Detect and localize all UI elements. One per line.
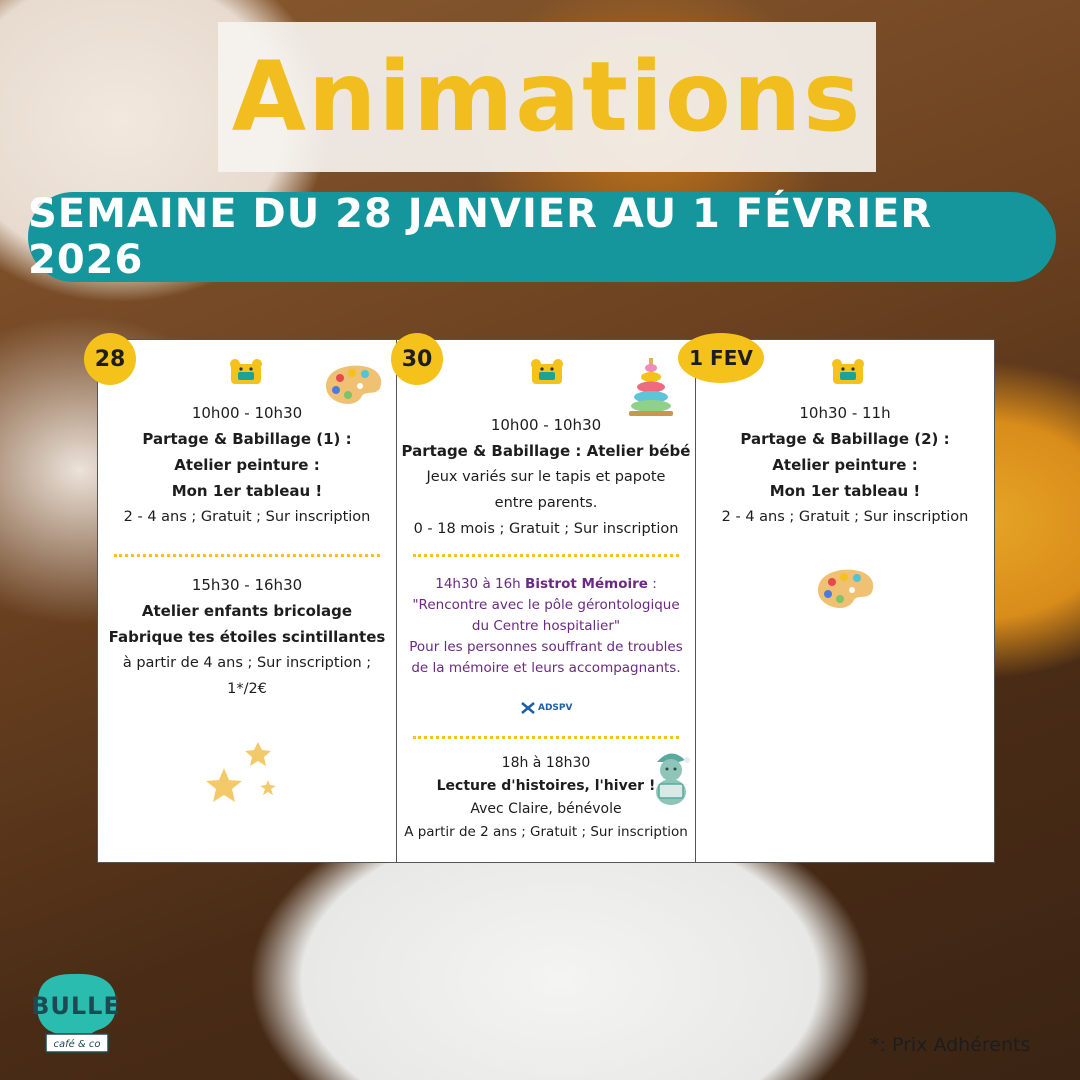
- week-label: SEMAINE DU 28 JANVIER AU 1 FÉVRIER 2026: [28, 191, 933, 283]
- event-time: 10h00 - 10h30: [490, 416, 602, 434]
- event-title: Atelier enfants bricolage: [141, 602, 353, 620]
- partner-logo-mark-icon: [521, 702, 535, 714]
- event-subtitle: Fabrique tes étoiles scintillantes: [108, 628, 386, 646]
- event-subtitle: Atelier peinture :: [174, 456, 320, 474]
- schedule-board: [97, 339, 995, 863]
- event-title: Partage & Babillage (1) :: [142, 430, 352, 448]
- event-title: Bistrot Mémoire: [525, 576, 648, 592]
- teddy-bear-icon: [830, 358, 866, 386]
- stars-icon: [202, 738, 282, 808]
- event-subtitle: Mon 1er tableau !: [171, 482, 323, 500]
- event-description: Pour les personnes souffrant de troubles: [409, 639, 683, 655]
- day-badge-28: 28: [84, 333, 136, 385]
- logo-text: BULLE: [31, 992, 121, 1020]
- event-info: à partir de 4 ans ; Sur inscription ;: [122, 655, 372, 671]
- dotted-divider: [114, 554, 380, 557]
- event-info: 2 - 4 ans ; Gratuit ; Sur inscription: [123, 509, 371, 525]
- dotted-divider: [413, 554, 679, 557]
- logo-subtext: café & co: [53, 1039, 101, 1050]
- event-28-morning: [98, 400, 396, 530]
- teddy-bear-icon: [529, 358, 565, 386]
- day-column-1-fev: [695, 340, 994, 862]
- dotted-divider: [413, 736, 679, 739]
- day-column-30: [396, 340, 695, 862]
- title-box: [218, 22, 876, 172]
- day-column-28: [98, 340, 396, 862]
- event-info: 1*/2€: [227, 681, 267, 697]
- reading-bear-icon: [649, 748, 693, 808]
- event-heading: [397, 574, 695, 595]
- event-description: Avec Claire, bénévole: [470, 801, 622, 817]
- event-title: Partage & Babillage : Atelier bébé: [401, 442, 691, 460]
- bulle-logo: [28, 968, 124, 1058]
- event-28-afternoon: [98, 572, 396, 702]
- event-info: 0 - 18 mois ; Gratuit ; Sur inscription: [413, 521, 679, 537]
- event-description: Jeux variés sur le tapis et papote: [426, 469, 666, 485]
- event-time: 10h00 - 10h30: [191, 404, 303, 422]
- page-title: Animations: [231, 41, 863, 153]
- event-title: Lecture d'histoires, l'hiver !: [436, 778, 656, 794]
- partner-logo: [521, 702, 572, 714]
- partner-name: ADSPV: [538, 703, 573, 713]
- stacking-rings-toy-icon: [627, 356, 675, 418]
- event-subtitle: Mon 1er tableau !: [769, 482, 921, 500]
- teddy-bear-icon: [228, 358, 264, 386]
- event-description: du Centre hospitalier": [471, 618, 621, 634]
- event-description: de la mémoire et leurs accompagnants.: [411, 660, 681, 676]
- event-subtitle: Atelier peinture :: [772, 456, 918, 474]
- event-title-colon: :: [647, 576, 657, 592]
- event-description: "Rencontre avec le pôle gérontologique: [412, 597, 680, 613]
- event-info: 2 - 4 ans ; Gratuit ; Sur inscription: [721, 509, 969, 525]
- event-description: entre parents.: [494, 495, 598, 511]
- paint-palette-icon: [812, 566, 878, 612]
- week-banner: [28, 192, 1056, 282]
- event-info: A partir de 2 ans ; Gratuit ; Sur inscription: [404, 824, 688, 840]
- price-footnote: *: Prix Adhérents: [870, 1034, 1031, 1056]
- event-time: 15h30 - 16h30: [191, 576, 303, 594]
- event-time: 14h30 à 16h: [435, 576, 521, 592]
- event-30-bistrot: [397, 574, 695, 679]
- event-1-fev-morning: [696, 400, 994, 530]
- event-30-morning: [397, 412, 695, 542]
- event-time: 18h à 18h30: [501, 755, 591, 771]
- event-title: Partage & Babillage (2) :: [740, 430, 950, 448]
- event-time: 10h30 - 11h: [799, 404, 891, 422]
- day-badge-30: 30: [391, 333, 443, 385]
- day-badge-1-fev: 1 FEV: [678, 333, 764, 383]
